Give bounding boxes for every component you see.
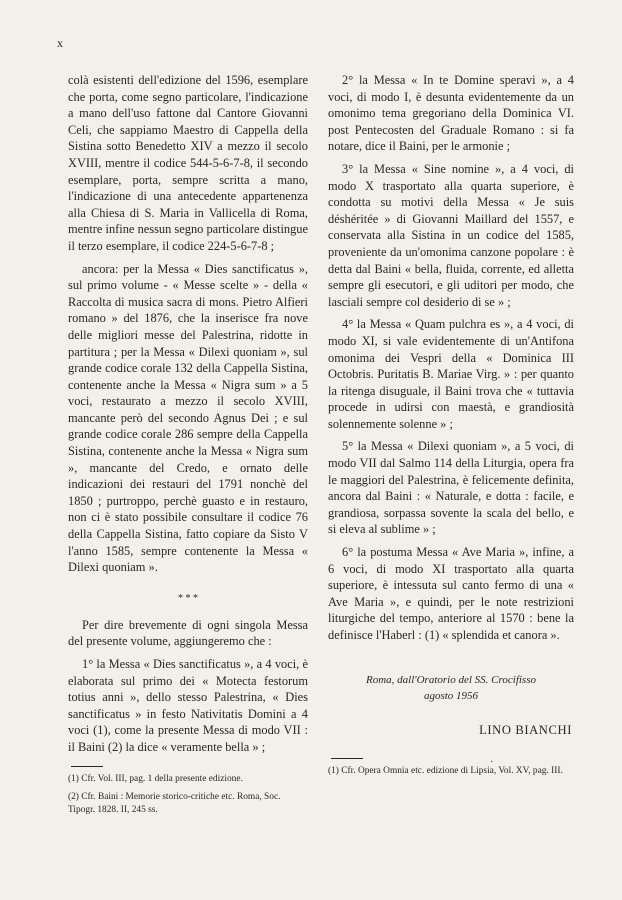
author-name: LINO BIANCHI	[479, 722, 572, 737]
signature-place: Roma, dall'Oratorio del SS. Crocifisso	[365, 673, 536, 686]
paragraph: Per dire brevemente di ogni singola Messa del presente volume, aggiungeremo che :	[68, 617, 308, 649]
paragraph: 3° la Messa « Sine nomine », a 4 voci, di modo X trasportato alla quarta superiore, è condotta su motivi della Messa « Je suis déshéritée » di Giovanni Maillard del 1557, e conservata alla Sistina in un codice del 1585, proveniente da un'omonima canzone popolare : è detta dal Baini « bella, fluida, corrente, ed alletta sempre gli esecutori, e gli uditori per modo, che lasciali sempre col desiderio di se » ;	[328, 161, 574, 309]
footnote: (1) Cfr. Opera Omnia etc. edizione di Lipsia, Vol. XV, pag. III.	[328, 766, 563, 777]
footnote: (2) Cfr. Baini : Memorie storico-critiche etc. Roma, Soc. Tipogr. 1828. II, 245 ss.	[68, 792, 281, 815]
footnotes	[68, 773, 308, 817]
paragraph: 4° la Messa « Quam pulchra es », a 4 voci, di modo XI, si vale evidentemente di un'Antifona omonima dei Vespri della « Dominica III Octobris. Puritatis B. Mariae Virg. » : per quanto la ritenga disuguale, il Baini trova che « tuttavia procede in udirsi con maestà, e grandiosità solennemente solenne » ;	[328, 317, 574, 431]
paragraph: 1° la Messa « Dies sanctificatus », a 4 voci, è elaborata sul primo dei « Motecta festorum totius anni », dello stesso Palestrina, « Dies sanctificatus » in festo Nativitatis Domini a 4 voci (1), come la presente Messa di modo VII : il Baini (2) la dice « veramente bella » ;	[68, 657, 308, 754]
footnote-rule	[331, 758, 363, 759]
right-column	[328, 72, 574, 778]
footnote-rule	[71, 766, 103, 767]
paragraph: 5° la Messa « Dilexi quoniam », a 5 voci, di modo VII dal Salmo 114 della Liturgia, opera fra le maggiori del Palestrina, è felicemente definita, ancora dal Baini : « Naturale, e dotta : facile, e grandiosa, sorpassa sovente la scala del bello, e si eleva al sublime » ;	[328, 439, 574, 537]
print-mark: ·	[490, 757, 494, 768]
paragraph: colà esistenti dell'edizione del 1596, esemplare che porta, come segno particolare, l'indicazione a mano dell'uso fattone dal Cantore Giovanni Celi, che sappiamo Maestro di Cappella della Sistina sotto Benedetto XIV a mezzo il secolo XVIII, mentre il codice 544-5-6-7-8, il secondo esemplare, porta, sempre scritta a mano, l'indicazione di una antecedente appartenenza alla Chiesa di S. Maria in Vallicella di Roma, mentre infine nessun segno particolare distingue il terzo esemplare, il codice 224-5-6-7-8 ;	[68, 73, 308, 253]
signature-block	[328, 672, 574, 704]
signature-date: agosto 1956	[423, 689, 479, 702]
page-number: x	[57, 36, 63, 50]
footnotes	[328, 765, 574, 778]
footnote: (1) Cfr. Vol. III, pag. 1 della presente edizione.	[68, 773, 243, 784]
paragraph: 6° la postuma Messa « Ave Maria », infine, a 6 voci, di modo XI trasportato alla quarta superiore, è intessuta sul canto fermo di una « Ave Maria », e quindi, per le note restrizioni liturgiche del tempo, anteriore al 1570 : bene la definisce l'Haberl : (1) « splendida et canora ».	[328, 545, 574, 642]
section-separator: * * *	[178, 592, 198, 604]
left-column	[68, 72, 308, 816]
paragraph: ancora: per la Messa « Dies sanctificatus », sul primo volume - « Messe scelte » - della « Raccolta di musica sacra di mons. Pietro Alfieri romano » del 1876, che la inserisce fra nove delle migliori messe del Palestrina, ridotte in partitura ; per la Messa « Dilexi quoniam », sul grande codice corale 132 della Cappella Sistina, contenente anche la Messa « Nigra sum » a 5 voci, restaurato a mezzo il secolo XVIII, mancante però del secondo Agnus Dei ; e sul grande codice corale 286 sempre della Cappella Sistina, contenente anche la Messa « Nigra sum », mancante del Credo, e ornato delle indicazioni dei restauri del 1791 nonchè del 1850 ; purtroppo, perchè guasto e in restauro, non ci è stato possibile consultare il codice 76 della Cappella Sistina, fatto copiare da Sisto V l'anno 1585, sempre contenente la Messa « Dilexi quoniam ».	[68, 261, 308, 575]
paragraph: 2° la Messa « In te Domine speravi », a 4 voci, di modo I, è desunta evidentemente da un omonimo tema gregoriano della Dominica VI. post Pentecosten del Graduale Romano : si fa notare, dice il Baini, per le armonie ;	[328, 73, 574, 154]
